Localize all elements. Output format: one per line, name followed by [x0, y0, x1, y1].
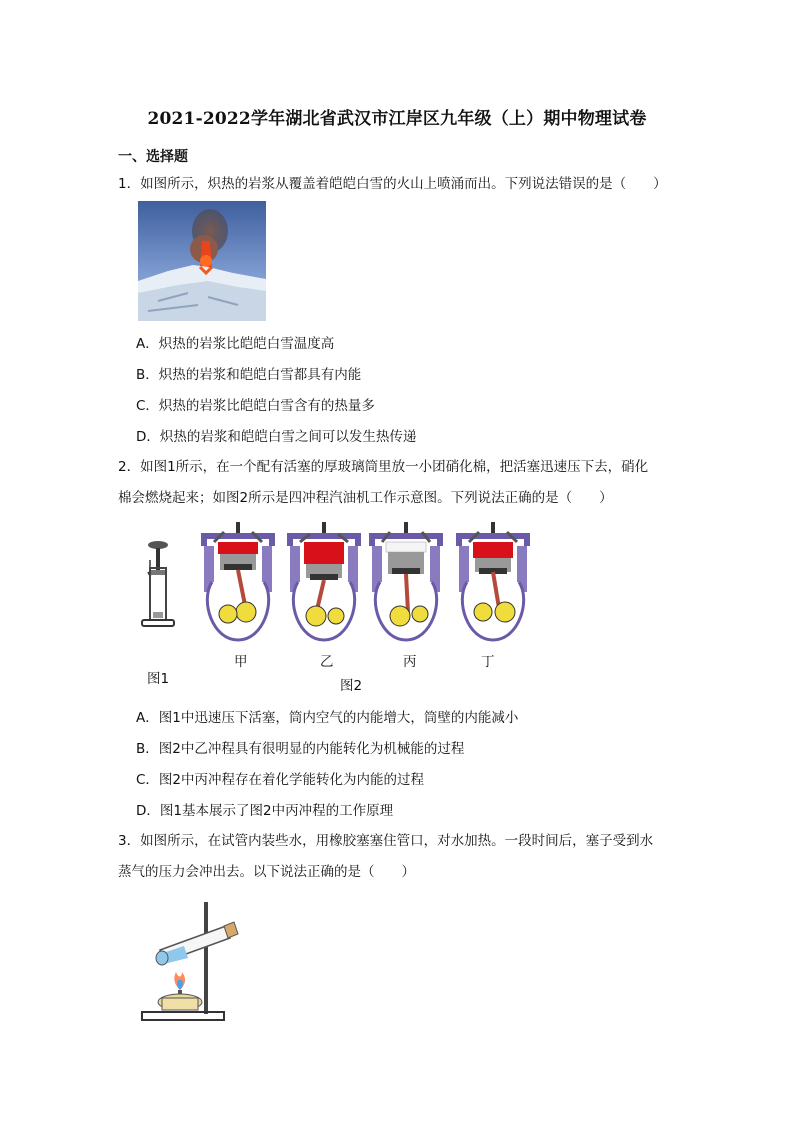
q2-option-c: C．图2中丙冲程存在着化学能转化为内能的过程	[136, 772, 425, 788]
q2-option-a: A．图1中迅速压下活塞，筒内空气的内能增大，筒壁的内能减小	[136, 710, 519, 726]
engine-label-yi: 乙	[320, 654, 334, 670]
glass-cylinder-figure	[138, 540, 178, 632]
question-3-stem-line1: 3．如图所示，在试管内装些水，用橡胶塞塞住管口，对水加热。一段时间后，塞子受到水	[118, 833, 654, 849]
engine-label-ding: 丁	[481, 654, 495, 670]
engine-label-bing: 丙	[403, 654, 417, 670]
engine-stroke-ding	[455, 520, 531, 644]
volcano-image	[138, 201, 266, 321]
engine-label-jia: 甲	[234, 654, 248, 670]
test-tube-heating-figure	[140, 900, 240, 1024]
figure-2-caption: 图2	[340, 678, 363, 694]
section-heading: 一、选择题	[118, 149, 188, 165]
q1-option-c: C．炽热的岩浆比皑皑白雪含有的热量多	[136, 398, 375, 414]
question-2-stem-line1: 2．如图1所示，在一个配有活塞的厚玻璃筒里放一小团硝化棉，把活塞迅速压下去，硝化	[118, 459, 649, 475]
q2-option-d: D．图1基本展示了图2中丙冲程的工作原理	[136, 803, 394, 819]
figure-1-caption: 图1	[147, 671, 170, 687]
question-2-stem-line2: 棉会燃烧起来；如图2所示是四冲程汽油机工作示意图。下列说法正确的是（ ）	[118, 490, 613, 506]
engine-stroke-yi	[286, 520, 362, 644]
q1-option-a: A．炽热的岩浆比皑皑白雪温度高	[136, 336, 335, 352]
q1-option-b: B．炽热的岩浆和皑皑白雪都具有内能	[136, 367, 362, 383]
exam-title: 2021-2022学年湖北省武汉市江岸区九年级（上）期中物理试卷	[147, 109, 647, 129]
q2-option-b: B．图2中乙冲程具有很明显的内能转化为机械能的过程	[136, 741, 465, 757]
engine-stroke-bing	[368, 520, 444, 644]
q1-option-d: D．炽热的岩浆和皑皑白雪之间可以发生热传递	[136, 429, 417, 445]
question-3-stem-line2: 蒸气的压力会冲出去。以下说法正确的是（ ）	[118, 864, 415, 880]
question-1-stem: 1．如图所示，炽热的岩浆从覆盖着皑皑白雪的火山上喷涌而出。下列说法错误的是（ ）	[118, 176, 667, 192]
engine-stroke-jia	[200, 520, 276, 644]
